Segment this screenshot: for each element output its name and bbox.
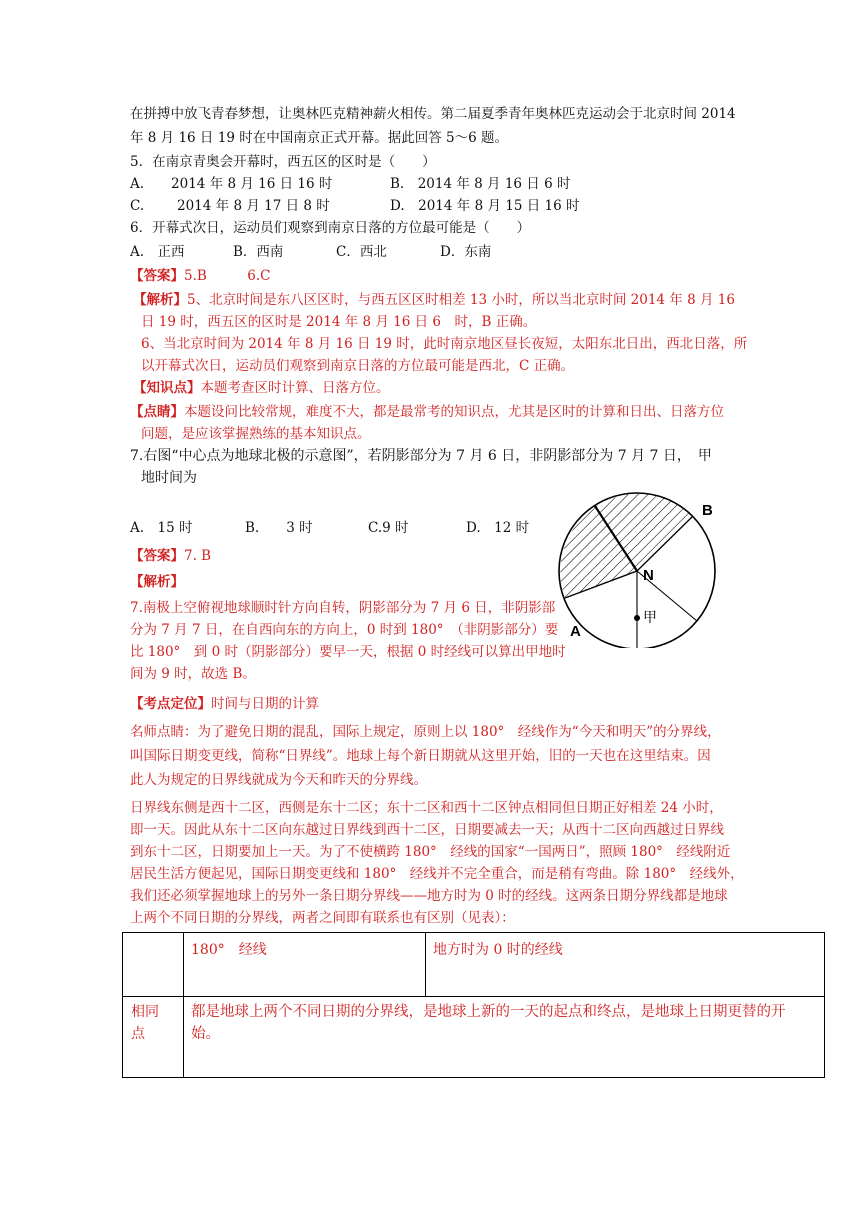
teacher-note-line-2: 叫国际日期变更线，简称“日界线”。地球上每个新日期就从这里开始，旧的一天也在这里结束。因 — [130, 748, 711, 764]
analysis-7-line-1: 7.南极上空俯视地球顺时针方向自转，阴影部分为 7 月 6 日，非阴影部 — [130, 600, 556, 616]
analysis-7-line-3: 比 180° 到 0 时（阴影部分）要早一天，根据 0 时经线可以算出甲地时 — [130, 644, 566, 660]
answer-tag: 【答案】 — [130, 268, 184, 284]
table-header-180: 180° 经线 — [191, 942, 267, 958]
exam-point-tag: 【考点定位】 — [130, 696, 211, 712]
label-b: B — [702, 502, 713, 519]
exam-point — [130, 694, 319, 714]
q5-option-b: B. 2014 年 8 月 16 日 6 时 — [390, 176, 571, 192]
dateline-line-4: 居民生活方便起见，国际日期变更线和 180° 经线并不完全重合，而是稍有弯曲。除 180° 经线外， — [130, 866, 744, 882]
analysis-5-6-line-3: 6、当北京时间为 2014 年 8 月 16 日 19 时，此时南京地区昼长夜短，太阳东北日出，西北日落，所 — [141, 336, 748, 352]
label-jia: 甲 — [643, 610, 657, 626]
analysis-7-line-4: 间为 9 时，故选 B。 — [130, 666, 256, 682]
teacher-note-line-1: 名师点睛：为了避免日期的混乱，国际上规定，原则上以 180° 经线作为“今天和明天”的分界线， — [130, 724, 721, 740]
q5-option-c: 2014 年 8 月 17 日 8 时 — [150, 198, 330, 214]
knowledge-tag: 【知识点】 — [133, 380, 201, 396]
exam-point-text: 时间与日期的计算 — [211, 696, 319, 712]
q7-stem-line-1: 7.右图“中心点为地球北极的示意图”，若阴影部分为 7 月 6 日，非阴影部分为 7 月 7 日， 甲 — [130, 448, 712, 464]
tip-line-2: 问题，是应该掌握熟练的基本知识点。 — [141, 426, 371, 442]
analysis-7-tag — [130, 572, 184, 592]
knowledge-text: 本题考查区时计算、日落方位。 — [200, 380, 390, 396]
dateline-line-2: 即一天。因此从东十二区向东越过日界线到西十二区，日期要减去一天；从西十二区向西越过日界线 — [130, 822, 724, 838]
answer-text: 5.B 6.C — [184, 268, 271, 284]
jia-point — [634, 615, 640, 621]
tip-text: 本题设问比较常规，难度不大，都是最常考的知识点，尤其是区时的计算和日出、日落方位 — [184, 404, 724, 420]
intro-line-1: 在拼搏中放飞青春梦想，让奥林匹克精神薪火相传。第二届夏季青年奥林匹克运动会于北京时间 2014 — [130, 106, 736, 122]
q5-stem: 5．在南京青奥会开幕时，西五区的区时是（ ） — [130, 154, 436, 170]
table-rowlabel-1: 相同 — [131, 1004, 159, 1020]
dateline-line-3: 到东十二区，日期要加上一天。为了不使横跨 180° 经线的国家“一国两日”，照顾 180° 经线附近 — [130, 844, 731, 860]
answer-7 — [130, 546, 211, 566]
dateline-line-6: 上两个不同日期的分界线，两者之间即有联系也有区别（见表）： — [130, 910, 515, 926]
q7-option-a: A. 15 时 — [130, 520, 193, 536]
label-n: N — [643, 567, 654, 584]
label-a: A — [570, 623, 581, 640]
tip-line-1 — [130, 402, 724, 422]
q7-option-c: C.9 时 — [368, 520, 409, 536]
q7-option-d: D. 12 时 — [466, 520, 530, 536]
tip-tag: 【点睛】 — [130, 404, 184, 420]
analysis-5-6-line-4: 以开幕式次日，运动员们观察到南京日落的方位最可能是西北，C 正确。 — [141, 358, 575, 374]
teacher-note-line-3: 此人为规定的日界线就成为今天和昨天的分界线。 — [130, 772, 427, 788]
answer-5-6 — [130, 266, 271, 286]
table-divider-v1 — [183, 933, 184, 1077]
knowledge-point — [133, 378, 390, 398]
q6-option-d: D．东南 — [440, 244, 492, 260]
dateline-line-5: 我们还必须掌握地球上的另外一条日期分界线——地方时为 0 时的经线。这两条日期分界线都是地球 — [130, 888, 728, 904]
analysis-5-6-line-1 — [133, 290, 735, 310]
table-same-line-2: 始。 — [191, 1026, 220, 1042]
analysis-5-6-line-2: 日 19 时，西五区的区时是 2014 年 8 月 16 日 6 时，B 正确。 — [141, 314, 537, 330]
table-same-line-1: 都是地球上两个不同日期的分界线，是地球上新的一天的起点和终点，是地球上日期更替的开 — [191, 1004, 786, 1020]
analysis-tag: 【解析】 — [133, 292, 187, 308]
analysis-7-line-2: 分为 7 月 7 日，在自西向东的方向上，0 时到 180° （非阴影部分）要 — [130, 622, 559, 638]
q7-stem-line-2: 地时间为 — [141, 470, 197, 486]
north-pole-diagram — [555, 488, 735, 648]
dateline-line-1: 日界线东侧是西十二区，西侧是东十二区；东十二区和西十二区钟点相同但日期正好相差 24 小时， — [130, 800, 723, 816]
comparison-table — [122, 932, 825, 1078]
table-divider-v2 — [425, 933, 426, 996]
intro-line-2: 年 8 月 16 日 19 时在中国南京正式开幕。据此回答 5～6 题。 — [130, 130, 508, 146]
q6-option-b: B．西南 — [233, 244, 284, 260]
answer-7-tag: 【答案】 — [130, 548, 184, 564]
table-rowlabel-2: 点 — [131, 1026, 145, 1042]
q6-option-a: A. 正西 — [130, 244, 185, 260]
table-header-0h: 地方时为 0 时的经线 — [433, 942, 563, 958]
q6-stem: 6．开幕式次日，运动员们观察到南京日落的方位最可能是（ ） — [130, 220, 531, 236]
table-divider-h1 — [123, 996, 824, 997]
q6-option-c: C．西北 — [336, 244, 387, 260]
answer-7-text: 7. B — [184, 548, 212, 564]
q5-option-d: D. 2014 年 8 月 15 日 16 时 — [390, 198, 580, 214]
shaded-region — [560, 494, 693, 598]
analysis-7-tag-text: 【解析】 — [130, 574, 184, 590]
q5-option-c-label: C. — [130, 198, 145, 214]
q7-option-b: B. 3 时 — [245, 520, 313, 536]
q5-option-a: A. 2014 年 8 月 16 日 16 时 — [130, 176, 333, 192]
analysis-text: 5、北京时间是东八区区时，与西五区区时相差 13 小时，所以当北京时间 2014 年 8 月 16 — [187, 292, 735, 308]
